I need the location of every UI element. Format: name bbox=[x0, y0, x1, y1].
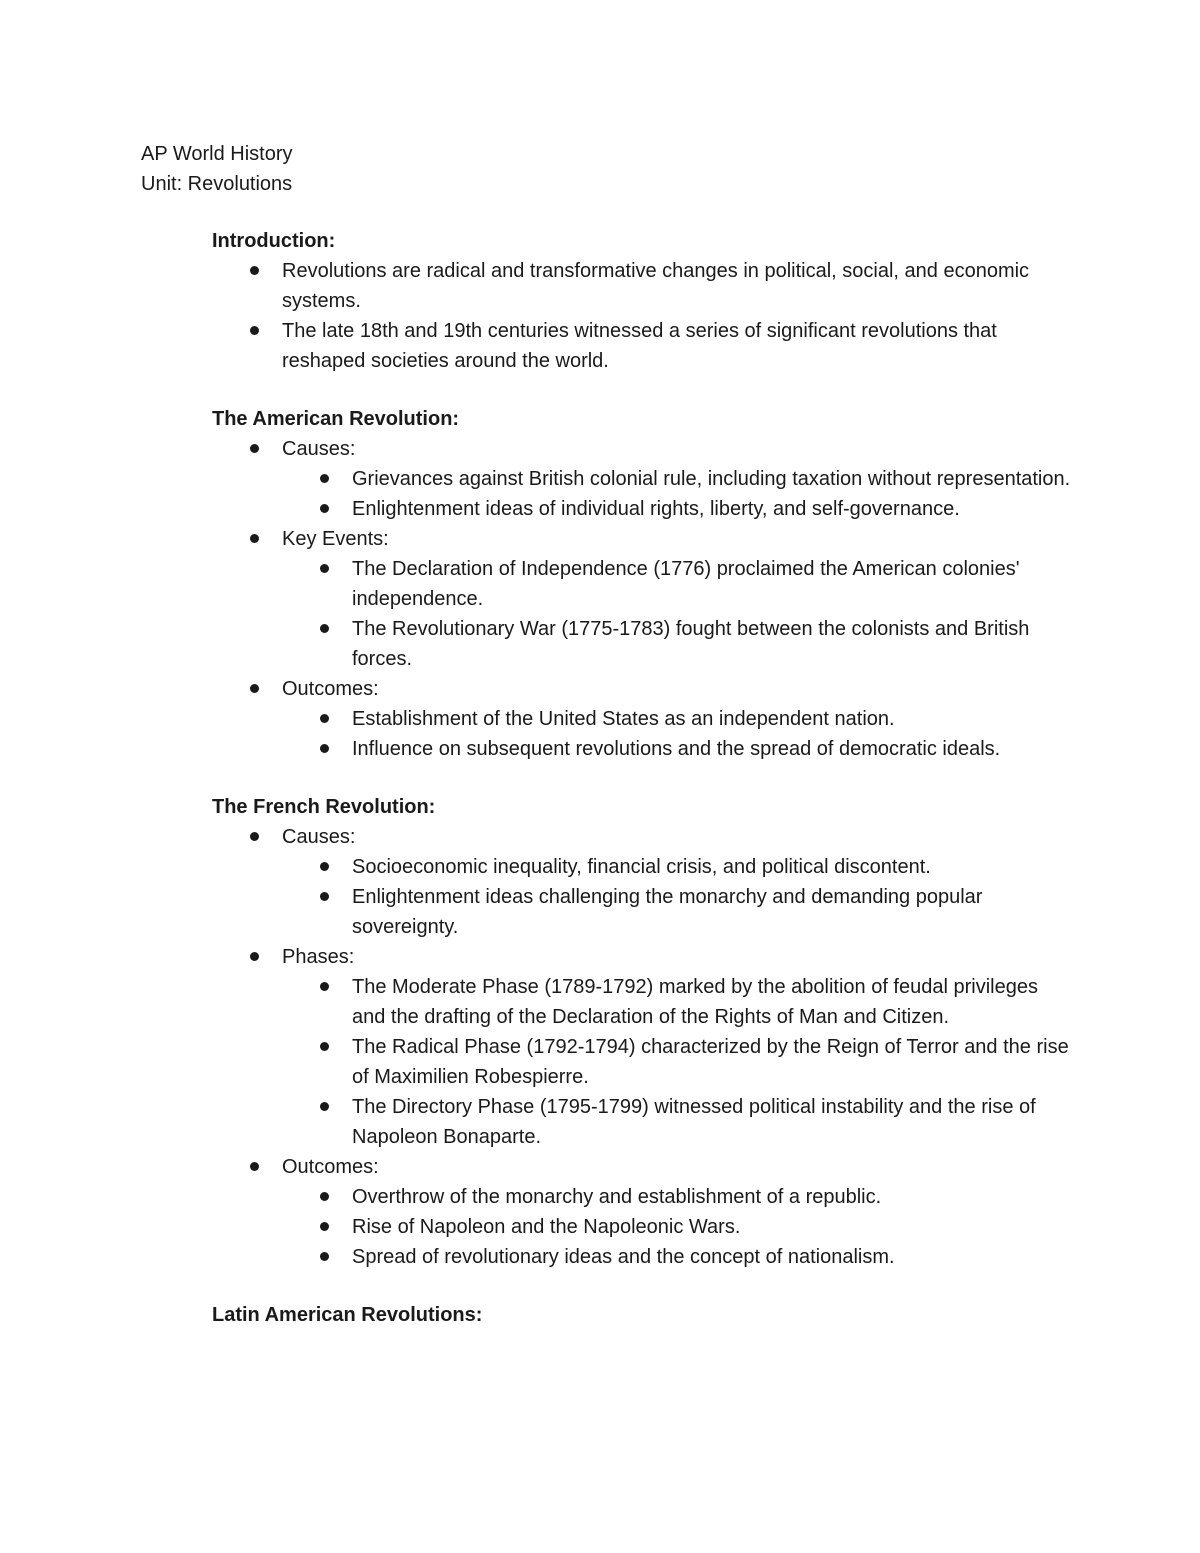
list-item: Spread of revolutionary ideas and the concept of nationalism. bbox=[282, 1242, 1072, 1272]
list-item: The Revolutionary War (1775-1783) fought between the colonists and British forces. bbox=[282, 614, 1072, 674]
list-item: The Declaration of Independence (1776) proclaimed the American colonies' independence. bbox=[282, 554, 1072, 614]
bullet-icon bbox=[250, 684, 259, 693]
list-item: Enlightenment ideas challenging the monarchy and demanding popular sovereignty. bbox=[282, 882, 1072, 942]
bullet-icon bbox=[320, 862, 329, 871]
list-item: Causes: Socioeconomic inequality, financial crisis, and political discontent. Enlightenment ideas challenging the monarchy and demanding popular sovereignty. bbox=[212, 822, 1072, 942]
bullet-list bbox=[212, 256, 1072, 376]
bullet-icon bbox=[320, 744, 329, 753]
bullet-icon bbox=[250, 952, 259, 961]
list-item: Grievances against British colonial rule, including taxation without representation. bbox=[282, 464, 1072, 494]
sub-bullet-list bbox=[282, 1182, 1072, 1272]
bullet-icon bbox=[250, 832, 259, 841]
bullet-icon bbox=[320, 1192, 329, 1201]
list-item: Outcomes: Establishment of the United States as an independent nation. Influence on subsequent revolutions and the spread of democratic ideals. bbox=[212, 674, 1072, 764]
bullet-icon bbox=[320, 564, 329, 573]
document-body bbox=[212, 226, 1072, 1358]
section-title: The French Revolution: bbox=[212, 796, 436, 818]
sub-bullet-list bbox=[282, 704, 1072, 764]
bullet-list bbox=[212, 822, 1072, 1272]
sub-bullet-list bbox=[282, 972, 1072, 1152]
bullet-icon bbox=[320, 1252, 329, 1261]
bullet-icon bbox=[320, 714, 329, 723]
list-item: Socioeconomic inequality, financial crisis, and political discontent. bbox=[282, 852, 1072, 882]
bullet-icon bbox=[250, 444, 259, 453]
unit-title: Unit: Revolutions bbox=[141, 173, 293, 195]
course-title: AP World History bbox=[141, 143, 293, 165]
section-american-revolution bbox=[212, 404, 1072, 764]
bullet-list bbox=[212, 434, 1072, 764]
bullet-icon bbox=[320, 474, 329, 483]
sub-bullet-list bbox=[282, 464, 1072, 524]
list-item: Phases: The Moderate Phase (1789-1792) marked by the abolition of feudal privileges and the drafting of the Declaration of the Rights of Man and Citizen. The Radical Phase (1792-1794) characterized by the Reign of Terror and the rise of Maximilien Robespierre. The Directory Phase (1795-1799) witnessed political instability and the rise of Napoleon Bonaparte. bbox=[212, 942, 1072, 1152]
list-item: The Moderate Phase (1789-1792) marked by the abolition of feudal privileges and the drafting of the Declaration of the Rights of Man and Citizen. bbox=[282, 972, 1072, 1032]
list-item: Key Events: The Declaration of Independence (1776) proclaimed the American colonies' independence. The Revolutionary War (1775-1783) fought between the colonists and British forces. bbox=[212, 524, 1072, 674]
section-title: Latin American Revolutions: bbox=[212, 1304, 483, 1326]
bullet-icon bbox=[320, 982, 329, 991]
section-french-revolution bbox=[212, 792, 1072, 1272]
bullet-icon bbox=[320, 1102, 329, 1111]
bullet-icon bbox=[250, 326, 259, 335]
bullet-icon bbox=[320, 892, 329, 901]
bullet-icon bbox=[320, 1042, 329, 1051]
sub-bullet-list bbox=[282, 554, 1072, 674]
list-item: The late 18th and 19th centuries witnessed a series of significant revolutions that reshaped societies around the world. bbox=[212, 316, 1072, 376]
list-item: Overthrow of the monarchy and establishment of a republic. bbox=[282, 1182, 1072, 1212]
sub-bullet-list bbox=[282, 852, 1072, 942]
list-item: The Radical Phase (1792-1794) characterized by the Reign of Terror and the rise of Maximilien Robespierre. bbox=[282, 1032, 1072, 1092]
section-title: Introduction: bbox=[212, 230, 336, 252]
bullet-icon bbox=[250, 266, 259, 275]
section-title: The American Revolution: bbox=[212, 408, 460, 430]
section-introduction bbox=[212, 226, 1072, 376]
list-item: Enlightenment ideas of individual rights, liberty, and self-governance. bbox=[282, 494, 1072, 524]
bullet-icon bbox=[320, 504, 329, 513]
list-item: Revolutions are radical and transformative changes in political, social, and economic systems. bbox=[212, 256, 1072, 316]
section-latin-american-revolutions bbox=[212, 1300, 1072, 1330]
list-item: The Directory Phase (1795-1799) witnessed political instability and the rise of Napoleon Bonaparte. bbox=[282, 1092, 1072, 1152]
bullet-icon bbox=[250, 1162, 259, 1171]
list-item: Causes: Grievances against British colonial rule, including taxation without representation. Enlightenment ideas of individual rights, liberty, and self-governance. bbox=[212, 434, 1072, 524]
document-header bbox=[141, 139, 293, 199]
list-item: Rise of Napoleon and the Napoleonic Wars. bbox=[282, 1212, 1072, 1242]
list-item: Establishment of the United States as an independent nation. bbox=[282, 704, 1072, 734]
bullet-icon bbox=[250, 534, 259, 543]
bullet-icon bbox=[320, 1222, 329, 1231]
bullet-icon bbox=[320, 624, 329, 633]
list-item: Influence on subsequent revolutions and the spread of democratic ideals. bbox=[282, 734, 1072, 764]
list-item: Outcomes: Overthrow of the monarchy and establishment of a republic. Rise of Napoleon and the Napoleonic Wars. Spread of revolutionary ideas and the concept of nationalism. bbox=[212, 1152, 1072, 1272]
